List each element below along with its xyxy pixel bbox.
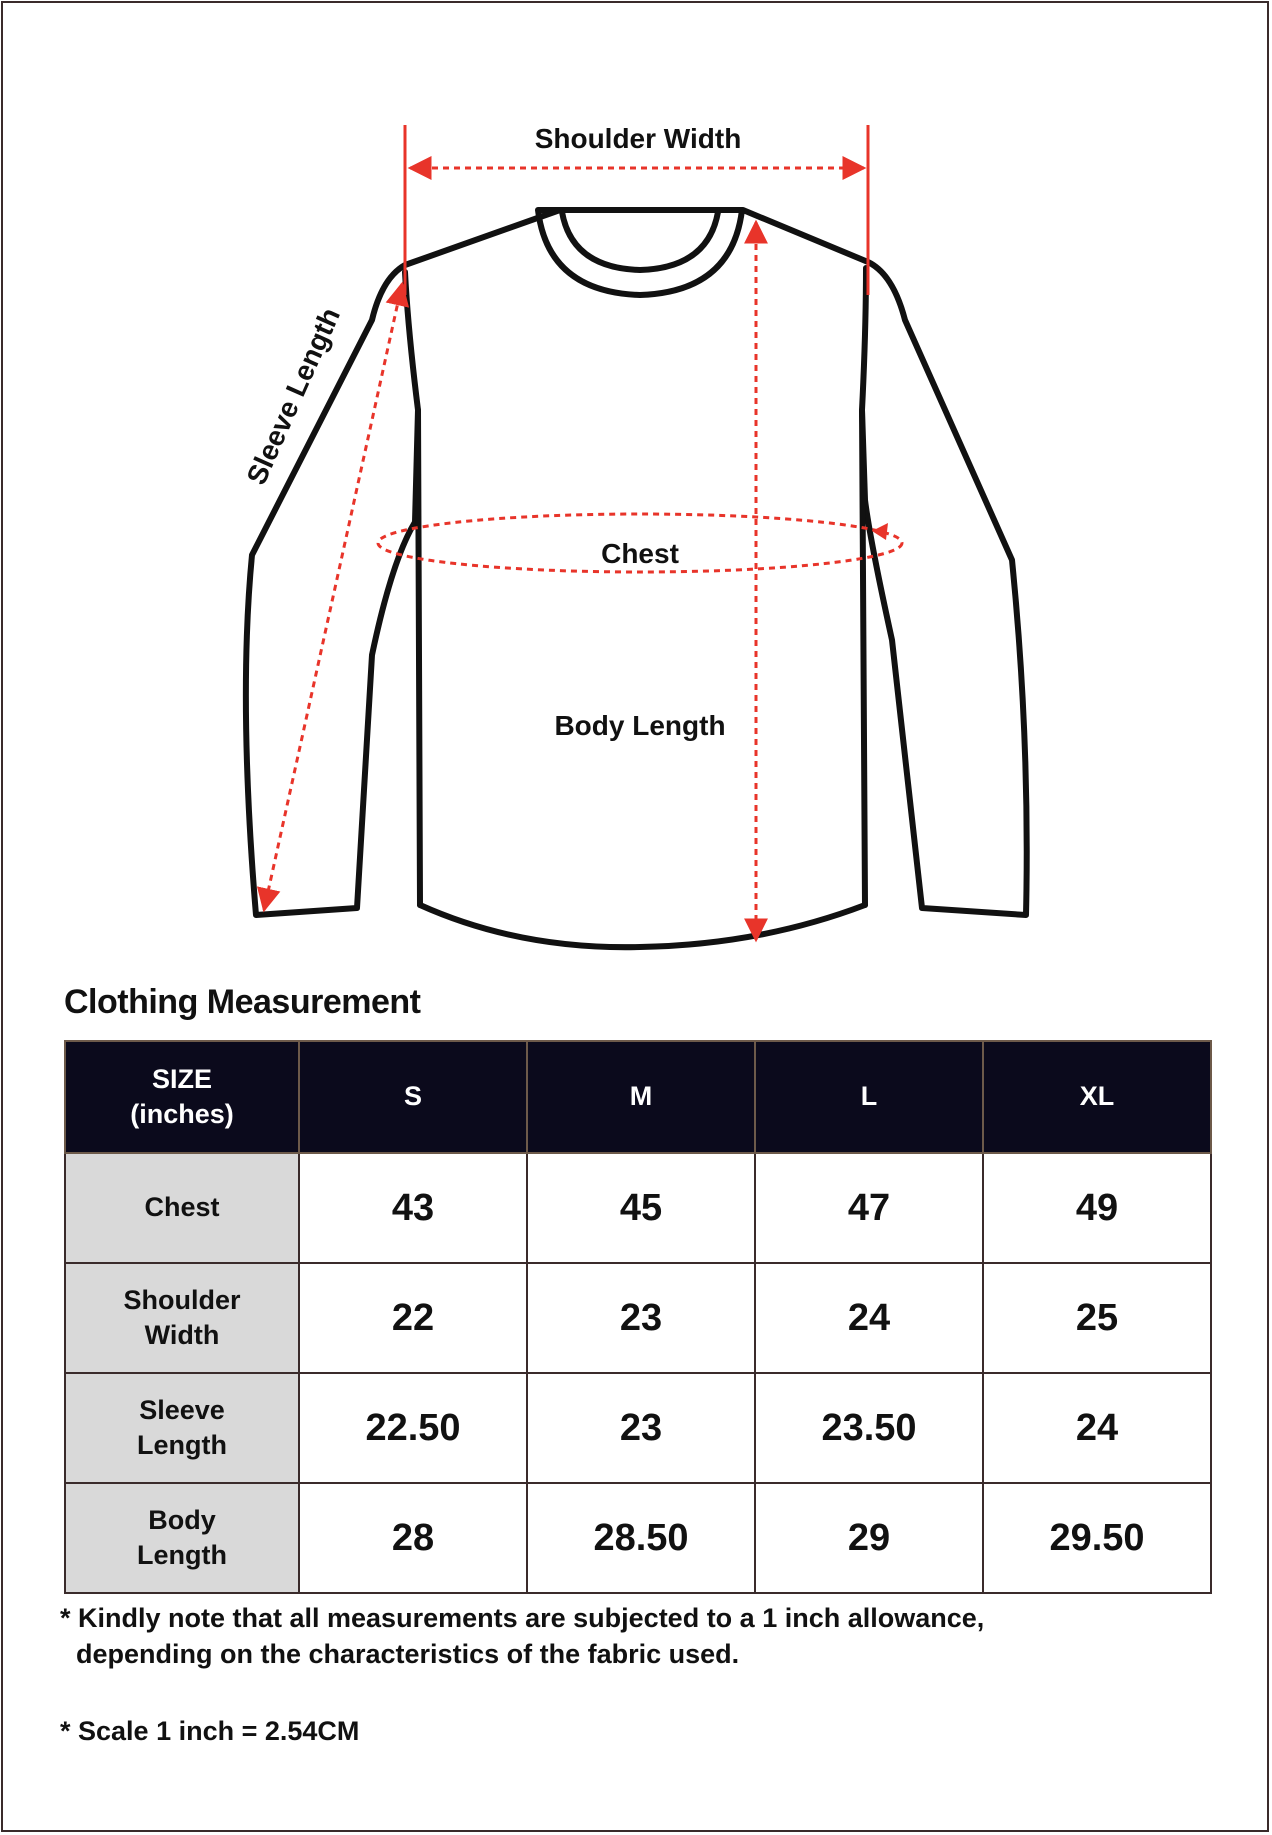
row-label-line1: Chest xyxy=(144,1192,220,1223)
size-chart-table xyxy=(64,1040,1212,1594)
row-label-body-length xyxy=(65,1483,299,1593)
size-column-l: L xyxy=(755,1041,983,1153)
row-label-line1: Sleeve xyxy=(139,1394,225,1425)
table-cell: 45 xyxy=(527,1153,755,1263)
size-column-m: M xyxy=(527,1041,755,1153)
row-label-shoulder-width xyxy=(65,1263,299,1373)
chest-label: Chest xyxy=(601,538,679,569)
table-header-row xyxy=(65,1041,1211,1153)
table-cell: 25 xyxy=(983,1263,1211,1373)
sleeve-length-label: Sleeve Length xyxy=(240,303,347,490)
chest-arrow xyxy=(872,523,888,540)
table-row xyxy=(65,1373,1211,1483)
table-row xyxy=(65,1483,1211,1593)
section-title: Clothing Measurement xyxy=(64,983,421,1021)
table-cell: 24 xyxy=(755,1263,983,1373)
table-cell: 23.50 xyxy=(755,1373,983,1483)
table-cell: 28 xyxy=(299,1483,527,1593)
allowance-note-line1: * Kindly note that all measurements are subjected to a 1 inch allowance, xyxy=(60,1603,985,1633)
row-label-line2: Length xyxy=(137,1430,227,1460)
table-row xyxy=(65,1263,1211,1373)
table-cell: 22 xyxy=(299,1263,527,1373)
row-label-chest xyxy=(65,1153,299,1263)
allowance-note-line2: depending on the characteristics of the fabric used. xyxy=(76,1639,740,1669)
row-label-line1: Body xyxy=(148,1504,216,1535)
table-cell: 24 xyxy=(983,1373,1211,1483)
tshirt-outline xyxy=(246,210,1027,947)
size-header-line2: (inches) xyxy=(130,1099,234,1129)
table-cell: 43 xyxy=(299,1153,527,1263)
row-label-line2: Length xyxy=(137,1540,227,1570)
scale-note: * Scale 1 inch = 2.54CM xyxy=(60,1716,360,1746)
row-label-line2: Width xyxy=(144,1320,220,1350)
body-length-label: Body Length xyxy=(554,710,726,741)
size-column-xl: XL xyxy=(983,1041,1211,1153)
table-cell: 47 xyxy=(755,1153,983,1263)
table-cell: 29 xyxy=(755,1483,983,1593)
table-cell: 23 xyxy=(527,1263,755,1373)
row-label-sleeve-length xyxy=(65,1373,299,1483)
size-header-cell xyxy=(65,1041,299,1153)
table-cell: 28.50 xyxy=(527,1483,755,1593)
table-cell: 49 xyxy=(983,1153,1211,1263)
size-header-line1: SIZE xyxy=(151,1063,212,1094)
shoulder-width-label: Shoulder Width xyxy=(534,123,742,154)
size-column-s: S xyxy=(299,1041,527,1153)
table-row xyxy=(65,1153,1211,1263)
table-cell: 29.50 xyxy=(983,1483,1211,1593)
table-cell: 23 xyxy=(527,1373,755,1483)
table-cell: 22.50 xyxy=(299,1373,527,1483)
allowance-note xyxy=(60,1600,984,1672)
row-label-line1: Shoulder xyxy=(123,1284,241,1315)
